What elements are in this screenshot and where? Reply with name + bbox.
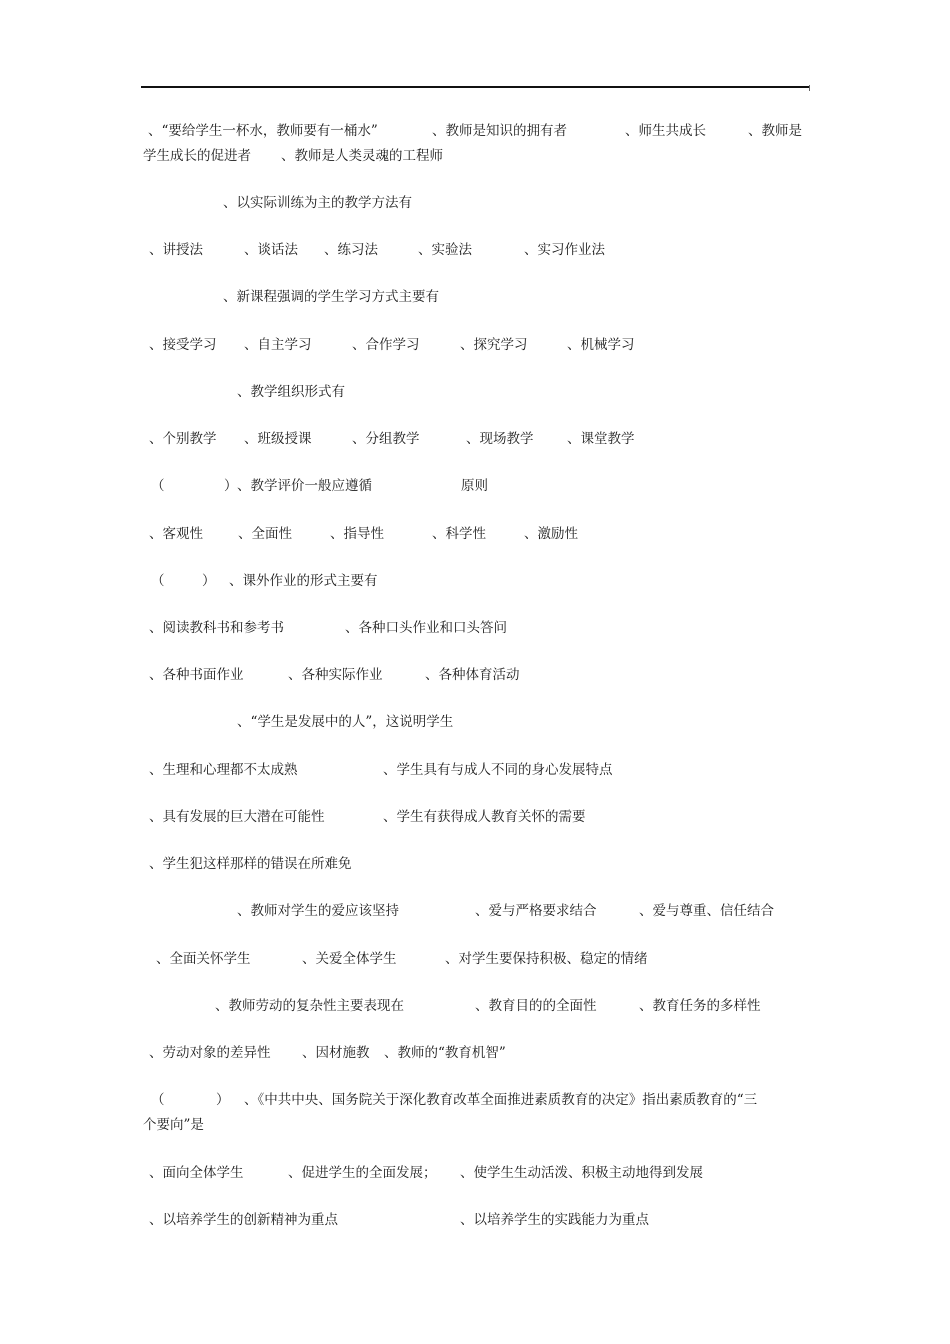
text-segment: 、“要给学生一杯水，教师要有一桶水” (148, 123, 378, 139)
text-segment: 、以培养学生的创新精神为重点 (149, 1212, 338, 1228)
text-segment: 、新课程强调的学生学习方式主要有 (223, 289, 439, 305)
text-segment: 、客观性 (149, 526, 203, 542)
text-segment: 、全面性 (238, 526, 292, 542)
text-segment: 、学生具有与成人不同的身心发展特点 (383, 762, 613, 778)
text-segment: 、自主学习 (244, 337, 312, 353)
text-segment: ） (224, 478, 238, 494)
text-segment: 、接受学习 (149, 337, 217, 353)
text-segment: 、谈话法 (244, 242, 298, 258)
text-segment: （ (151, 1092, 165, 1108)
text-segment: 学生成长的促进者 (143, 148, 251, 164)
text-segment: 、全面关怀学生 (156, 951, 251, 967)
text-segment: 、以培养学生的实践能力为重点 (460, 1212, 649, 1228)
text-segment: 、对学生要保持积极、稳定的情绪 (445, 951, 648, 967)
text-segment: 、各种体育活动 (425, 667, 520, 683)
text-segment: 、练习法 (324, 242, 378, 258)
text-segment: 、教师是人类灵魂的工程师 (281, 148, 443, 164)
text-segment: （ (151, 478, 165, 494)
text-segment: 、教育目的的全面性 (475, 998, 597, 1014)
text-segment: 、探究学习 (460, 337, 528, 353)
text-segment: 、各种口头作业和口头答问 (345, 620, 507, 636)
text-segment: 、机械学习 (567, 337, 635, 353)
text-segment: 、课堂教学 (567, 431, 635, 447)
text-segment: 、“学生是发展中的人”，这说明学生 (237, 714, 454, 730)
text-segment: 、教师对学生的爱应该坚持 (237, 903, 399, 919)
text-segment: 、科学性 (432, 526, 486, 542)
text-segment: 、爱与尊重、信任结合 (639, 903, 774, 919)
text-segment: 个要向”是 (143, 1117, 204, 1133)
text-segment: 、教学组织形式有 (237, 384, 345, 400)
header-rule (141, 86, 809, 88)
text-segment: 、阅读教科书和参考书 (149, 620, 284, 636)
header-rule-tick (809, 85, 810, 91)
text-segment: 、爱与严格要求结合 (475, 903, 597, 919)
text-segment: 、实习作业法 (524, 242, 605, 258)
text-segment: 、个别教学 (149, 431, 217, 447)
text-segment: 、班级授课 (244, 431, 312, 447)
text-segment: 、现场教学 (466, 431, 534, 447)
text-segment: 、《中共中央、国务院关于深化教育改革全面推进素质教育的决定》指出素质教育的“三 (244, 1092, 758, 1108)
text-segment: （ (151, 573, 165, 589)
text-segment: 、教师的“教育机智” (384, 1045, 506, 1061)
text-segment: 、合作学习 (352, 337, 420, 353)
text-segment: 、分组教学 (352, 431, 420, 447)
text-segment: 、因材施教 (302, 1045, 370, 1061)
text-segment: 、课外作业的形式主要有 (229, 573, 378, 589)
text-segment: 、学生有获得成人教育关怀的需要 (383, 809, 586, 825)
text-segment: 、教育任务的多样性 (639, 998, 761, 1014)
text-segment: 、激励性 (524, 526, 578, 542)
text-segment: 、各种书面作业 (149, 667, 244, 683)
text-segment: 、促进学生的全面发展； (288, 1165, 437, 1181)
text-segment: 、学生犯这样那样的错误在所难免 (149, 856, 352, 872)
text-segment: 、生理和心理都不太成熟 (149, 762, 298, 778)
text-segment: ） (216, 1092, 230, 1108)
text-segment: 、实验法 (418, 242, 472, 258)
text-segment: 、具有发展的巨大潜在可能性 (149, 809, 325, 825)
text-segment: 、师生共成长 (625, 123, 706, 139)
text-segment: 原则 (461, 478, 488, 494)
text-segment: 、以实际训练为主的教学方法有 (223, 195, 412, 211)
text-segment: 、各种实际作业 (288, 667, 383, 683)
text-segment: 、使学生生动活泼、积极主动地得到发展 (460, 1165, 703, 1181)
text-segment: 、关爱全体学生 (302, 951, 397, 967)
text-segment: 、讲授法 (149, 242, 203, 258)
text-segment: 、教师是 (748, 123, 802, 139)
text-segment: 、面向全体学生 (149, 1165, 244, 1181)
text-segment: 、劳动对象的差异性 (149, 1045, 271, 1061)
text-segment: 、教师劳动的复杂性主要表现在 (215, 998, 404, 1014)
text-segment: ） (202, 573, 216, 589)
text-segment: 、指导性 (330, 526, 384, 542)
text-segment: 、教师是知识的拥有者 (432, 123, 567, 139)
text-segment: 、教学评价一般应遵循 (237, 478, 372, 494)
